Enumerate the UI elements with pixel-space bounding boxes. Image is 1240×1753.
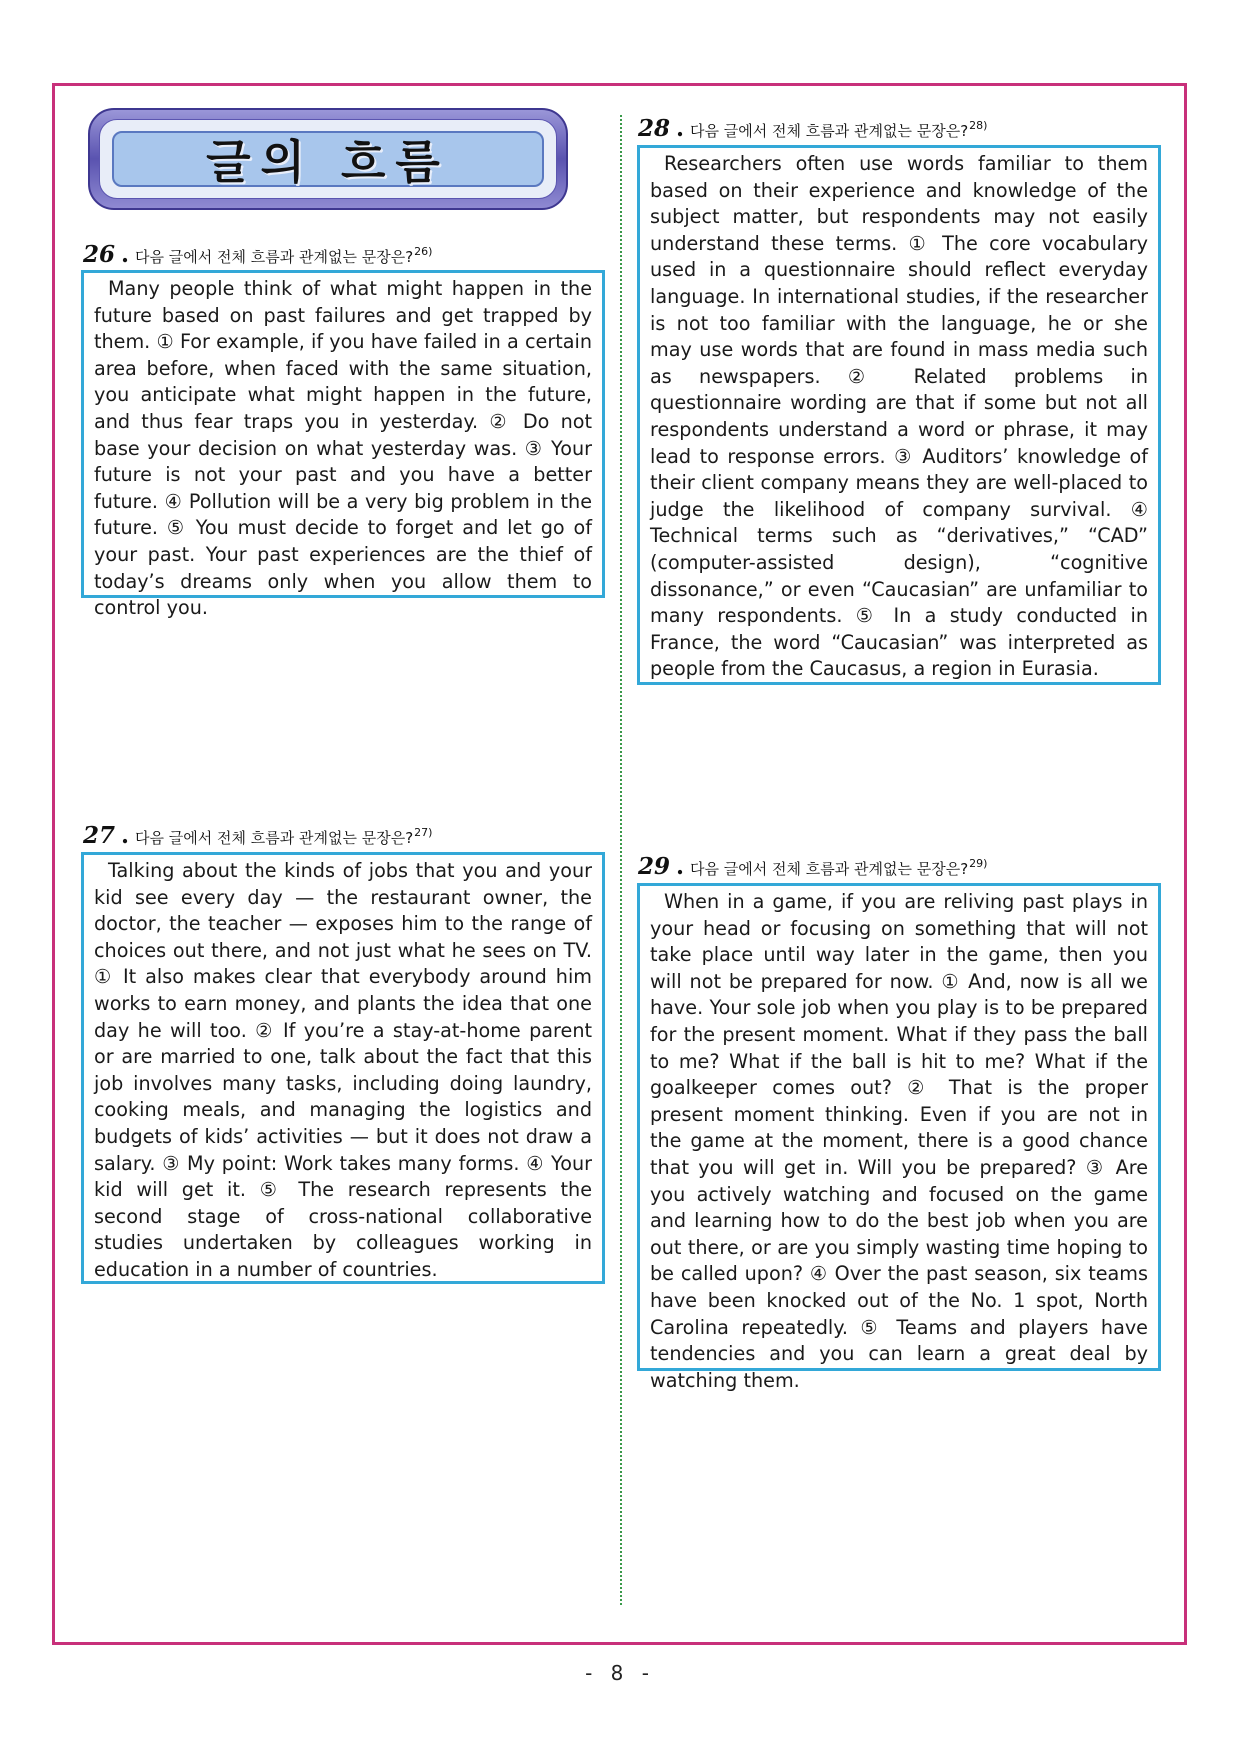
question-29-passage: When in a game, if you are reliving past plays in your head or focusing on something that will not take place until way later in the game, then you will not be prepared for now. ① And, now is all we have. Your sole job when you play is to be prepared for the present moment. What if they pass the ball to me? What if the ball is hit to me? What if the goalkeeper comes out? ② That is the proper present moment thinking. Even if you are not in the game at the moment, there is a good chance that you will get in. Will you be prepared? ③ Are you actively watching and focused on the game and learning how to do the best job when you are out there, or are you simply wasting time hoping to be called upon? ④ Over the past season, six teams have been knocked out of the No. 1 spot, North Carolina repeatedly. ⑤ Teams and players have tendencies and you can learn a great deal by watching them. [637, 883, 1161, 1371]
question-footnote-ref: 27) [414, 826, 433, 839]
question-28-passage: Researchers often use words familiar to them based on their experience and knowledge of the subject matter, but respondents may not easily understand these terms. ① The core vocabulary used in a questionnaire should reflect everyday language. In international studies, if the researcher is not too familiar with the language, he or she may use words that are found in mass media such as newspapers. ② Related problems in questionnaire wording are that if some but not all respondents understand a word or phrase, it may lead to response errors. ③ Auditors’ knowledge of their client company means they are well-placed to judge the likelihood of company survival. ④ Technical terms such as “derivatives,” “CAD” (computer-assisted design), “cognitive dissonance,” or even “Caucasian” are unfamiliar to many respondents. ⑤ In a study conducted in France, the word “Caucasian” was interpreted as people from the Caucasus, a region in Eurasia. [637, 145, 1161, 685]
question-number: 26 [83, 241, 116, 268]
question-prompt: 다음 글에서 전체 흐름과 관계없는 문장은? [690, 860, 969, 878]
column-divider [620, 115, 622, 1605]
question-prompt: 다음 글에서 전체 흐름과 관계없는 문장은? [135, 248, 414, 266]
question-28-header: 28 . 다음 글에서 전체 흐름과 관계없는 문장은? 28) [638, 115, 988, 142]
question-26-header: 26 . 다음 글에서 전체 흐름과 관계없는 문장은? 26) [83, 241, 433, 268]
question-27-passage: Talking about the kinds of jobs that you and your kid see every day — the restaurant owner, the doctor, the teacher — exposes him to the range of choices out there, and not just what he sees on TV. ① It also makes clear that everybody around him works to earn money, and plants the idea that one day he will too. ② If you’re a stay-at-home parent or are married to one, talk about the fact that this job involves many tasks, including doing laundry, cooking meals, and managing the logistics and budgets of kids’ activities — but it does not draw a salary. ③ My point: Work takes many forms. ④ Your kid will get it. ⑤ The research represents the second stage of cross-national collaborative studies undertaken by colleagues working in education in a number of countries. [81, 852, 605, 1284]
question-footnote-ref: 28) [969, 119, 988, 132]
question-number: 28 [638, 115, 671, 142]
question-footnote-ref: 29) [969, 857, 988, 870]
question-27-header: 27 . 다음 글에서 전체 흐름과 관계없는 문장은? 27) [83, 822, 433, 849]
section-title-banner [88, 108, 568, 210]
question-prompt: 다음 글에서 전체 흐름과 관계없는 문장은? [135, 829, 414, 847]
question-29-header: 29 . 다음 글에서 전체 흐름과 관계없는 문장은? 29) [638, 853, 988, 880]
question-footnote-ref: 26) [414, 245, 433, 258]
page-number: - 8 - [585, 1661, 655, 1685]
question-number: 29 [638, 853, 671, 880]
question-number: 27 [83, 822, 116, 849]
question-prompt: 다음 글에서 전체 흐름과 관계없는 문장은? [690, 122, 969, 140]
section-title: 글의 흐름 [206, 135, 450, 189]
question-26-passage: Many people think of what might happen in the future based on past failures and get trapped by them. ① For example, if you have failed in a certain area before, when faced with the same situation, you anticipate what might happen in the future, and thus fear traps you in yesterday. ② Do not base your decision on what yesterday was. ③ Your future is not your past and you have a better future. ④ Pollution will be a very big problem in the future. ⑤ You must decide to forget and let go of your past. Your past experiences are the thief of today’s dreams only when you allow them to control you. [81, 270, 605, 598]
title-banner-inner [112, 131, 544, 187]
title-banner-frame [99, 119, 557, 199]
